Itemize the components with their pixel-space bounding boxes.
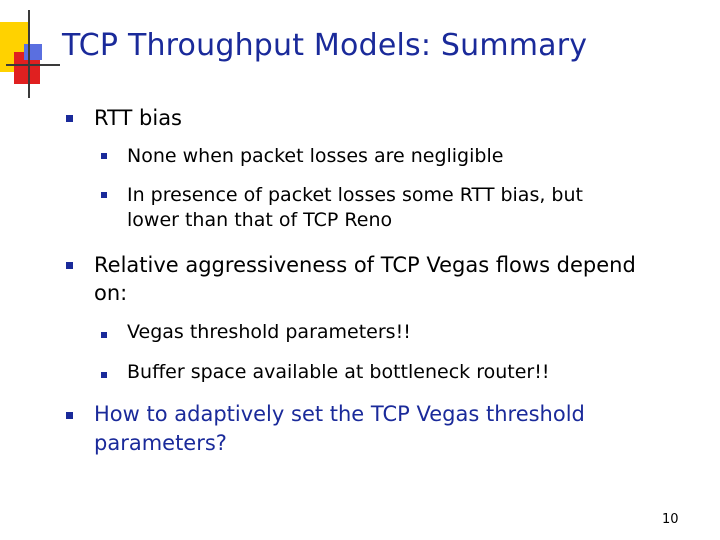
bullet-aggressiveness-line2: on:	[94, 281, 128, 305]
sub-bullet-vegas-threshold: Vegas threshold parameters!!	[127, 321, 411, 343]
sub-bullet-icon	[101, 153, 107, 159]
bullet-icon	[66, 115, 73, 122]
sub-bullet-icon	[101, 192, 107, 198]
sub-bullet-rtt-losses-line2: lower than that of TCP Reno	[127, 209, 393, 231]
bullet-icon	[66, 262, 73, 269]
sub-bullet-rtt-negligible: None when packet losses are negligible	[127, 145, 504, 167]
page-number: 10	[662, 512, 679, 527]
bullet-adaptive-line1: How to adaptively set the TCP Vegas threshold	[94, 402, 585, 426]
logo-horizontal-line	[6, 64, 60, 66]
slide-title: TCP Throughput Models: Summary	[62, 28, 588, 63]
sub-bullet-buffer-space: Buffer space available at bottleneck router!!	[127, 361, 550, 383]
bullet-aggressiveness-line1: Relative aggressiveness of TCP Vegas flows depend	[94, 253, 636, 277]
sub-bullet-icon	[101, 372, 107, 378]
sub-bullet-rtt-losses-line1: In presence of packet losses some RTT bias, but	[127, 184, 583, 206]
sub-bullet-icon	[101, 332, 107, 338]
bullet-icon	[66, 412, 73, 419]
bullet-adaptive-line2: parameters?	[94, 431, 227, 455]
slide-logo	[0, 0, 60, 100]
logo-vertical-line	[28, 10, 30, 98]
bullet-rtt-bias: RTT bias	[94, 106, 182, 130]
logo-blue-square	[24, 44, 42, 60]
